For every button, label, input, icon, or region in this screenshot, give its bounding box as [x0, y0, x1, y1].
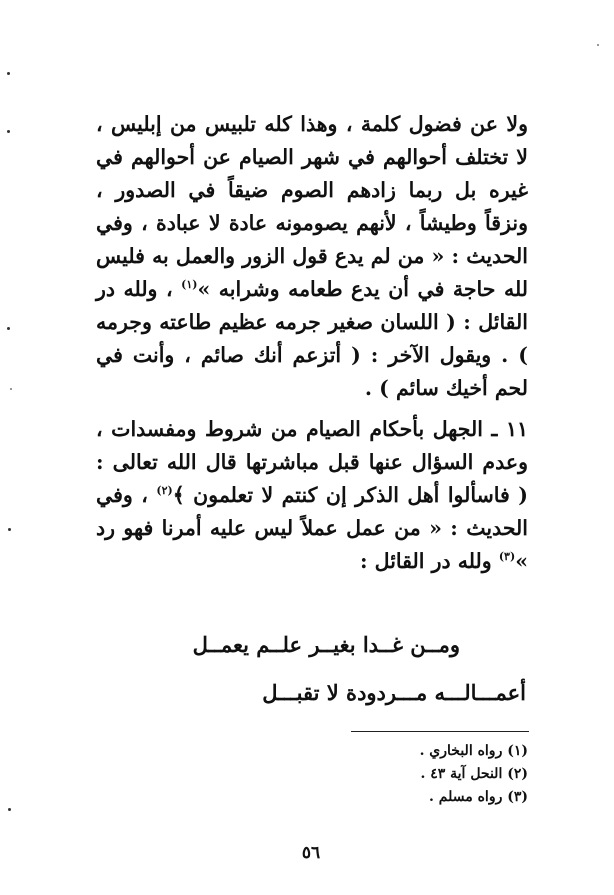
margin-speck	[7, 72, 10, 75]
footnote-divider	[351, 731, 529, 732]
margin-speck	[10, 388, 12, 390]
paragraph	[96, 108, 528, 405]
footnotes	[278, 740, 528, 809]
margin-speck	[7, 130, 10, 133]
main-text	[96, 108, 528, 578]
footnote: (١) رواه البخاري .	[419, 743, 528, 759]
page-number: ٥٦	[301, 843, 321, 863]
paragraph-text: ، ولله در القائل : ( اللسان صغير جرمه عظيم طاعته وجرمه ) . ويقول الآخر : ( أتزعم أنك صائم ، وأنت في لحم أخيك سائم ) .	[96, 277, 528, 400]
footnote-marker: (١)	[181, 278, 198, 292]
margin-speck	[8, 528, 11, 531]
margin-speck	[597, 44, 599, 46]
paragraph-text: ولا عن فضول كلمة ، وهذا كله تلبيس من إبليس ، لا تختلف أحوالهم في شهر الصيام عن أحوالهم في غيره بل ربما زادهم الصوم ضيقاً في الصدور ، ونزقاً وطيشاً ، لأنهم يصومونه عادة لا عبادة ، وفي الحديث : « من لم يدع قول الزور والعمل به فليس لله حاجة في أن يدع طعامه وشرابه »	[96, 112, 528, 301]
margin-speck	[8, 808, 11, 811]
section-text: ١١ ـ الجهل بأحكام الصيام من شروط ومفسدات ، وعدم السؤال عنها قبل مباشرتها قال الله تعالى : ( فاسألوا أهل الذكر إن كنتم لا تعلمون ﴾	[96, 417, 528, 507]
verse-line: أعمـــالـــه مـــردودة لا تقبـــل	[262, 680, 526, 705]
margin-speck	[7, 327, 10, 330]
section-text: ولله در القائل :	[359, 549, 492, 573]
section-text: ، وفي الحديث : « من عمل عملاً ليس عليه أمرنا فهو رد »	[96, 483, 528, 573]
footnote: (٢) النحل آية ٤٣ .	[420, 766, 528, 782]
footnote: (٣) رواه مسلم .	[429, 789, 528, 805]
footnote-marker: (٣)	[498, 550, 516, 564]
section-paragraph	[96, 413, 528, 578]
footnote-marker: (٢)	[156, 484, 173, 498]
verse-line: ومــن غــدا بغيــر علــم يعمــل	[192, 632, 460, 657]
